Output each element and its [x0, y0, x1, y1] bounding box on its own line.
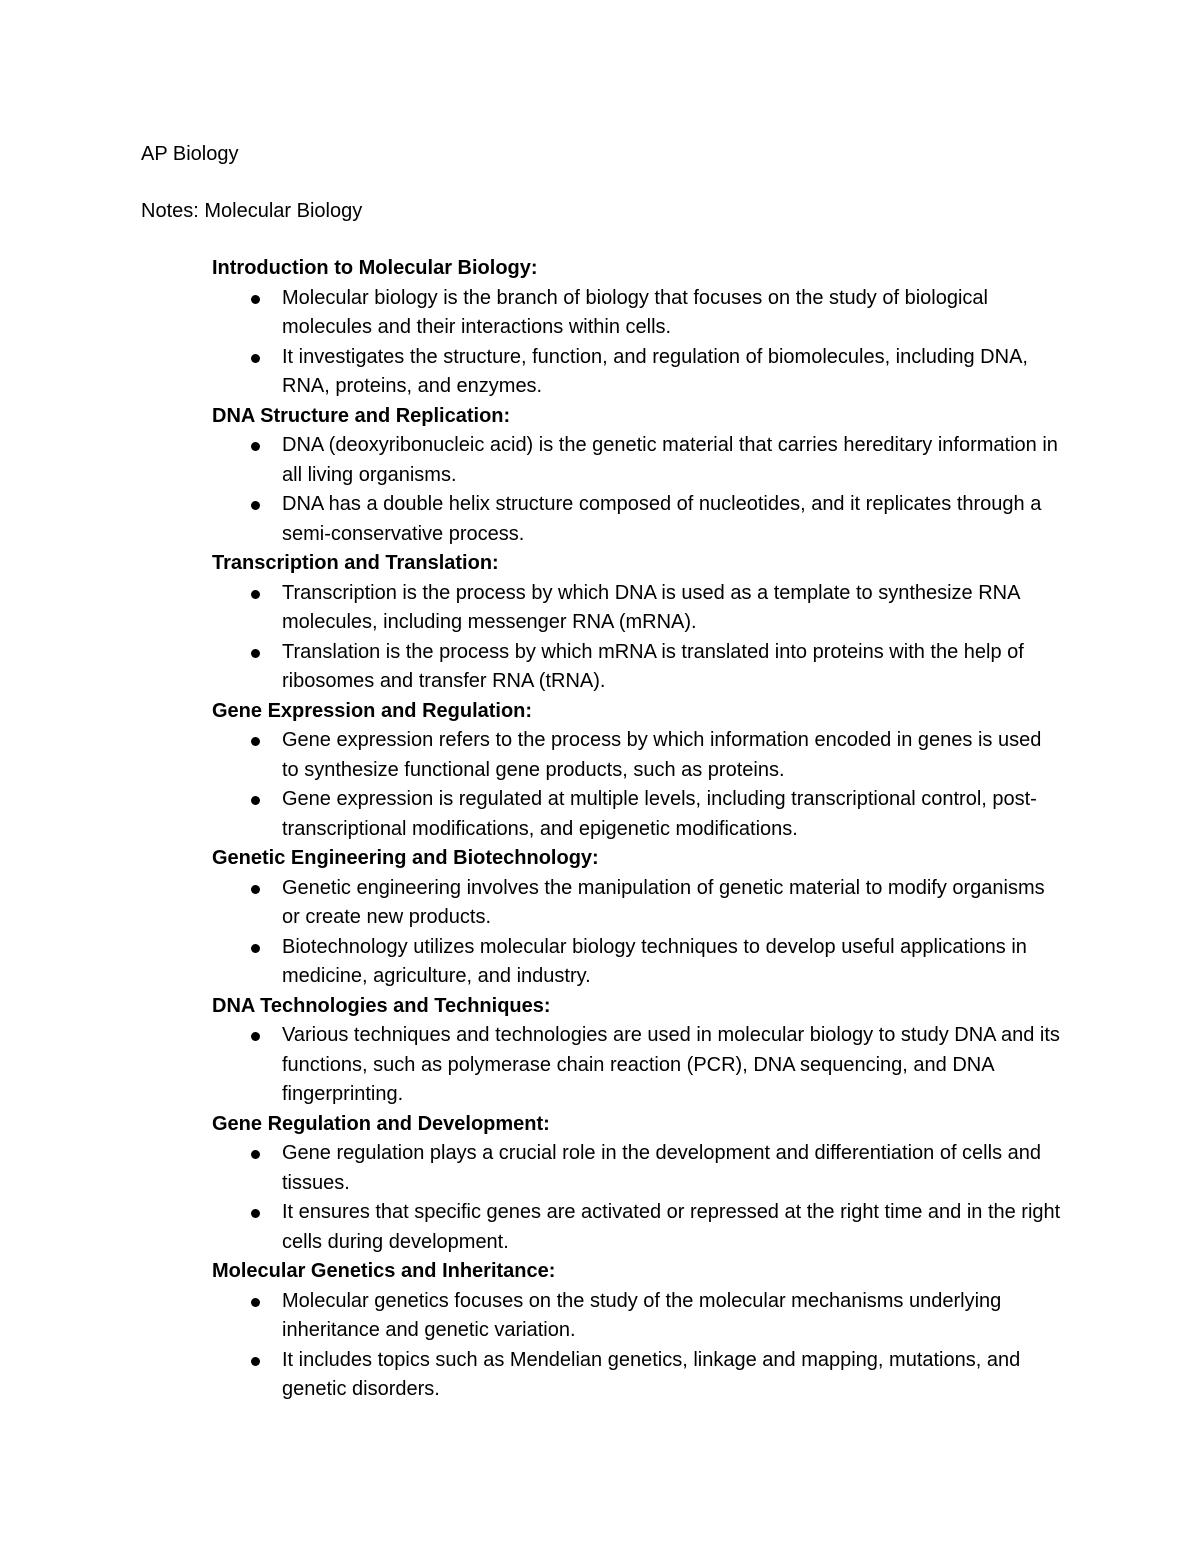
bullet-item [212, 490, 1062, 549]
bullet-item [212, 1287, 1062, 1346]
bullet-item [212, 431, 1062, 490]
bullet-item [212, 1346, 1062, 1405]
bullet-icon [251, 796, 260, 805]
bullet-icon [251, 590, 260, 599]
bullet-list [212, 579, 1092, 697]
bullet-text: Gene regulation plays a crucial role in the development and differentiation of cells and tissues. [282, 1142, 1041, 1194]
bullet-icon [251, 1150, 260, 1159]
bullet-item [212, 1021, 1062, 1110]
section-title: DNA Structure and Replication: [212, 404, 511, 427]
bullet-item [212, 933, 1062, 992]
bullet-list [212, 431, 1092, 549]
bullet-icon [251, 501, 260, 510]
bullet-text: DNA has a double helix structure composed of nucleotides, and it replicates through a semi-conservative process. [282, 493, 1042, 545]
bullet-item [212, 726, 1062, 785]
bullet-text: Gene expression is regulated at multiple levels, including transcriptional control, post-transcriptional modifications, and epigenetic modifications. [282, 788, 1037, 840]
document-subtitle: Notes: Molecular Biology [141, 200, 363, 222]
bullet-list [212, 1021, 1092, 1110]
bullet-item [212, 1198, 1062, 1257]
bullet-text: Transcription is the process by which DNA is used as a template to synthesize RNA molecules, including messenger RNA (mRNA). [282, 581, 1020, 633]
section-title: DNA Technologies and Techniques: [212, 994, 551, 1017]
bullet-text: Gene expression refers to the process by which information encoded in genes is used to synthesize functional gene products, such as proteins. [282, 729, 1042, 781]
bullet-list [212, 1287, 1092, 1405]
bullet-text: It ensures that specific genes are activated or repressed at the right time and in the right cells during development. [282, 1201, 1061, 1253]
section-dna-technologies [212, 992, 1092, 1110]
section-gene-regulation [212, 1110, 1092, 1258]
bullet-text: Translation is the process by which mRNA is translated into proteins with the help of ribosomes and transfer RNA (tRNA). [282, 640, 1024, 692]
bullet-item [212, 785, 1062, 844]
section-title: Molecular Genetics and Inheritance: [212, 1260, 556, 1282]
bullet-list [212, 1139, 1092, 1257]
section-genetic-engineering [212, 844, 1092, 992]
section-molecular-genetics [212, 1257, 1092, 1405]
bullet-icon [251, 354, 260, 363]
bullet-text: Biotechnology utilizes molecular biology techniques to develop useful applications in medicine, agriculture, and industry. [282, 935, 1027, 987]
bullet-text: DNA (deoxyribonucleic acid) is the genetic material that carries hereditary information in all living organisms. [282, 434, 1058, 486]
section-title: Gene Regulation and Development: [212, 1112, 550, 1135]
bullet-text: Various techniques and technologies are used in molecular biology to study DNA and its functions, such as polymerase chain reaction (PCR), DNA sequencing, and DNA fingerprinting. [282, 1024, 1060, 1105]
section-transcription [212, 549, 1092, 697]
bullet-icon [251, 944, 260, 953]
bullet-icon [251, 1357, 260, 1366]
section-dna-structure [212, 402, 1092, 550]
section-title: Introduction to Molecular Biology: [212, 257, 538, 279]
bullet-icon [251, 295, 260, 304]
bullet-text: Genetic engineering involves the manipulation of genetic material to modify organisms or create new products. [282, 876, 1045, 928]
bullet-icon [251, 1209, 260, 1218]
section-title: Transcription and Translation: [212, 552, 499, 574]
bullet-icon [251, 737, 260, 746]
bullet-icon [251, 442, 260, 451]
bullet-icon [251, 1032, 260, 1041]
bullet-item [212, 284, 1062, 343]
section-title: Genetic Engineering and Biotechnology: [212, 847, 599, 869]
bullet-text: It includes topics such as Mendelian genetics, linkage and mapping, mutations, and genetic disorders. [282, 1348, 1021, 1400]
bullet-icon [251, 1298, 260, 1307]
section-gene-expression [212, 697, 1092, 845]
bullet-text: It investigates the structure, function, and regulation of biomolecules, including DNA, RNA, proteins, and enzymes. [282, 345, 1028, 397]
bullet-icon [251, 649, 260, 658]
bullet-item [212, 638, 1062, 697]
bullet-list [212, 874, 1092, 992]
bullet-item [212, 579, 1062, 638]
bullet-item [212, 343, 1062, 402]
bullet-item [212, 874, 1062, 933]
bullet-text: Molecular genetics focuses on the study of the molecular mechanisms underlying inheritance and genetic variation. [282, 1289, 1002, 1341]
section-title: Gene Expression and Regulation: [212, 699, 533, 722]
document-header: AP Biology [141, 143, 239, 165]
section-intro [212, 254, 1092, 402]
notes-content [212, 254, 1092, 1405]
bullet-text: Molecular biology is the branch of biology that focuses on the study of biological molecules and their interactions within cells. [282, 286, 988, 338]
bullet-list [212, 284, 1092, 402]
bullet-item [212, 1139, 1062, 1198]
bullet-list [212, 726, 1092, 844]
bullet-icon [251, 885, 260, 894]
